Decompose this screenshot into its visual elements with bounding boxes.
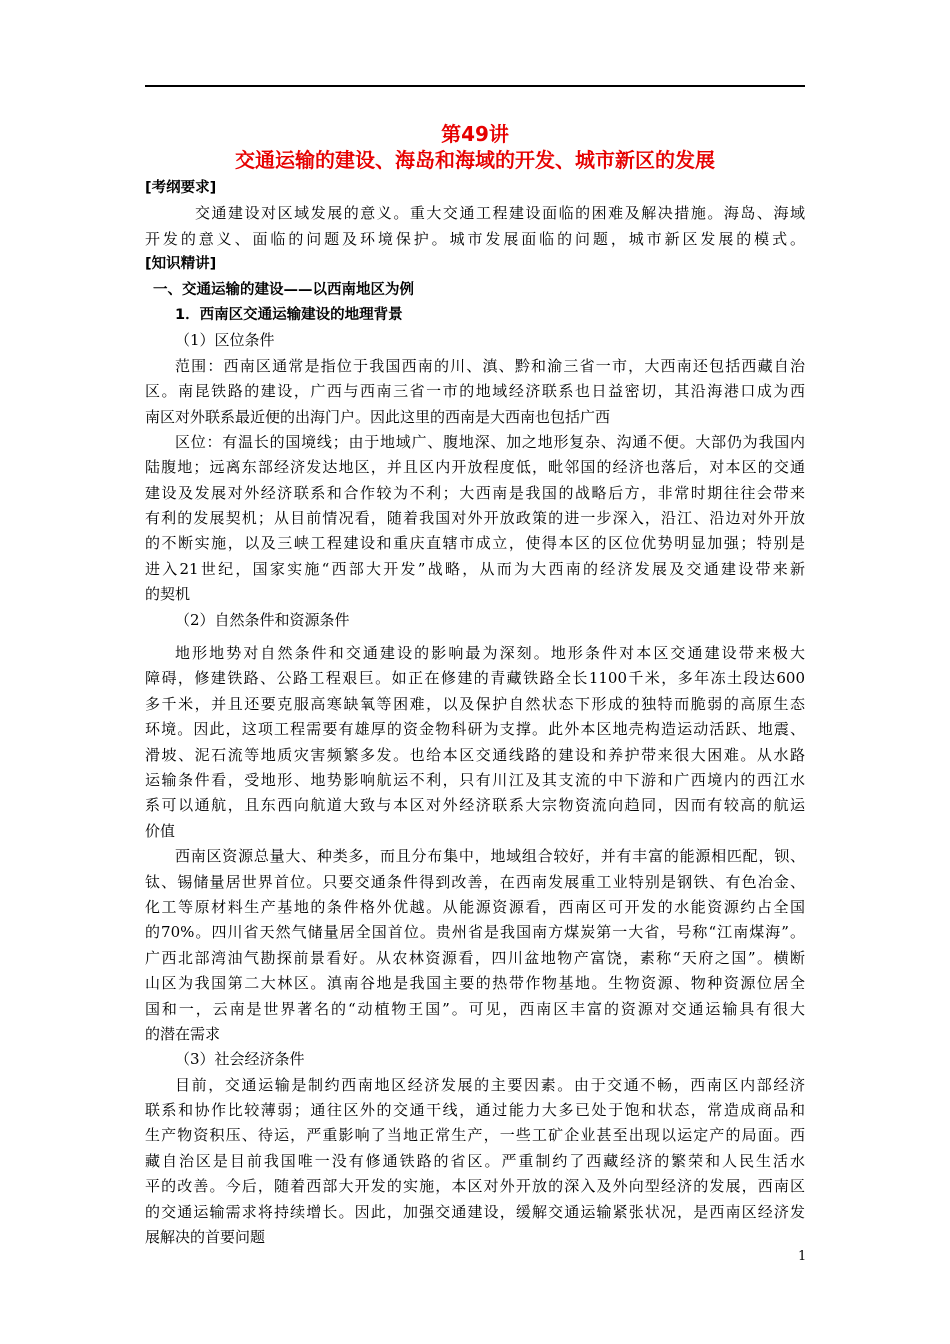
paragraph-line: 藏自治区是目前我国唯一没有修通铁路的省区。严重制约了西藏经济的繁荣和人民生活水	[145, 1151, 805, 1170]
paragraph-line: 广西北部湾油气勘探前景看好。从农林资源看，四川盆地物产富饶，素称“天府之国”。横断	[145, 948, 805, 967]
paragraph-line: 南区对外联系最近便的出海门户。因此这里的西南是大西南也包括广西	[145, 407, 611, 426]
page-number: 1	[798, 1249, 807, 1264]
paragraph-line: 区位：有温长的国境线；由于地域广、腹地深、加之地形复杂、沟通不便。大部仍为我国内	[175, 432, 805, 451]
paragraph-line: 建设及发展对外经济联系和合作较为不利；大西南是我国的战略后方，非常时期往往会带来	[145, 483, 805, 502]
paragraph-line: 多千米，并且还要克服高寒缺氧等困难，以及保护自然状态下形成的独特而脆弱的高原生态	[145, 694, 805, 713]
paragraph-line: 的70%。四川省天然气储量居全国首位。贵州省是我国南方煤炭第一大省，号称“江南煤海”。	[145, 923, 805, 942]
paragraph-line: 的不断实施，以及三峡工程建设和重庆直辖市成立，使得本区的区位优势明显加强；特别是	[145, 534, 805, 553]
paragraph-line: 生产物资积压、待运，严重影响了当地正常生产，一些工矿企业甚至出现以运定产的局面。西	[145, 1126, 805, 1145]
page-title: 交通运输的建设、海岛和海域的开发、城市新区的发展	[235, 148, 715, 172]
subsection-heading-location: （1）区位条件	[175, 331, 275, 350]
paragraph-line: 滑坡、泥石流等地质灾害频繁多发。也给本区交通线路的建设和养护带来很大困难。从水路	[145, 745, 805, 764]
subsection-heading-socioeconomic: （3）社会经济条件	[175, 1050, 305, 1069]
paragraph-line: 目前，交通运输是制约西南地区经济发展的主要因素。由于交通不畅，西南区内部经济	[175, 1075, 805, 1094]
paragraph-line: 钛、锡储量居世界首位。只要交通条件得到改善，在西南发展重工业特别是钢铁、有色冶金、	[145, 872, 805, 891]
lecture-number: 第49讲	[441, 122, 509, 146]
paragraph-line: 系可以通航，且东西向航道大致与本区对外经济联系大宗物资流向趋同，因而有较高的航运	[145, 796, 805, 815]
paragraph-line: 山区为我国第二大林区。滇南谷地是我国主要的热带作物基地。生物资源、物种资源位居全	[145, 974, 805, 993]
paragraph-line: 平的改善。今后，随着西部大开发的实施，本区对外开放的深入及外向型经济的发展，西南区	[145, 1177, 805, 1196]
paragraph-line: 的契机	[145, 585, 191, 604]
paragraph-line: 联系和协作比较薄弱；通往区外的交通干线，通过能力大多已处于饱和状态，常造成商品和	[145, 1101, 805, 1120]
section-heading-requirements: [考纲要求]	[145, 180, 217, 196]
paragraph-line: 的潜在需求	[145, 1024, 221, 1043]
section-heading-transport: 一、交通运输的建设——以西南地区为例	[153, 281, 414, 298]
paragraph-line: 障碍，修建铁路、公路工程艰巨。如正在修建的青藏铁路全长1100千米，多年冻土段达600	[145, 669, 805, 688]
paragraph-line: 交通建设对区域发展的意义。重大交通工程建设面临的困难及解决措施。海岛、海域	[195, 204, 805, 223]
paragraph-line: 环境。因此，这项工程需要有雄厚的资金物科研为支撑。此外本区地壳构造运动活跃、地震、	[145, 720, 805, 739]
paragraph-line: 有利的发展契机；从目前情况看，随着我国对外开放政策的进一步深入，沿江、沿边对外开放	[145, 509, 805, 528]
paragraph-line: 区。南昆铁路的建设，广西与西南三省一市的地域经济联系也日益密切，其沿海港口成为西	[145, 382, 805, 401]
paragraph-line: 价值	[145, 821, 176, 840]
paragraph-line: 展解决的首要问题	[145, 1228, 266, 1247]
paragraph-line: 开发的意义、面临的问题及环境保护。城市发展面临的问题，城市新区发展的模式。	[145, 229, 805, 248]
paragraph-line: 进入21世纪，国家实施“西部大开发”战略，从而为大西南的经济发展及交通建设带来新	[145, 559, 805, 578]
paragraph-line: 化工等原材料生产基地的条件格外优越。从能源资源看，西南区可开发的水能资源约占全国	[145, 897, 805, 916]
paragraph-line: 陆腹地；远离东部经济发达地区，并且区内开放程度低，毗邻国的经济也落后，对本区的交通	[145, 458, 805, 477]
document-body	[145, 176, 805, 1250]
section-heading-knowledge: [知识精讲]	[145, 256, 217, 273]
paragraph-line: 国和一，云南是世界著名的“动植物王国”。可见，西南区丰富的资源对交通运输具有很大	[145, 999, 805, 1018]
subsection-heading-natural: （2）自然条件和资源条件	[175, 610, 350, 629]
paragraph-line: 地形地势对自然条件和交通建设的影响最为深刻。地形条件对本区交通建设带来极大	[175, 644, 805, 663]
paragraph-line: 的交通运输需求将持续增长。因此，加强交通建设，缓解交通运输紧张状况，是西南区经济发	[145, 1202, 805, 1221]
subsection-heading: 1．西南区交通运输建设的地理背景	[175, 306, 403, 323]
header-rule	[145, 85, 805, 87]
paragraph-line: 西南区资源总量大、种类多，而且分布集中，地域组合较好，并有丰富的能源相匹配，钡、	[175, 847, 805, 866]
paragraph-line: 范围：西南区通常是指位于我国西南的川、滇、黔和渝三省一市，大西南还包括西藏自治	[175, 356, 805, 375]
paragraph-line: 运输条件看，受地形、地势影响航运不利，只有川江及其支流的中下游和广西境内的西江水	[145, 770, 805, 789]
